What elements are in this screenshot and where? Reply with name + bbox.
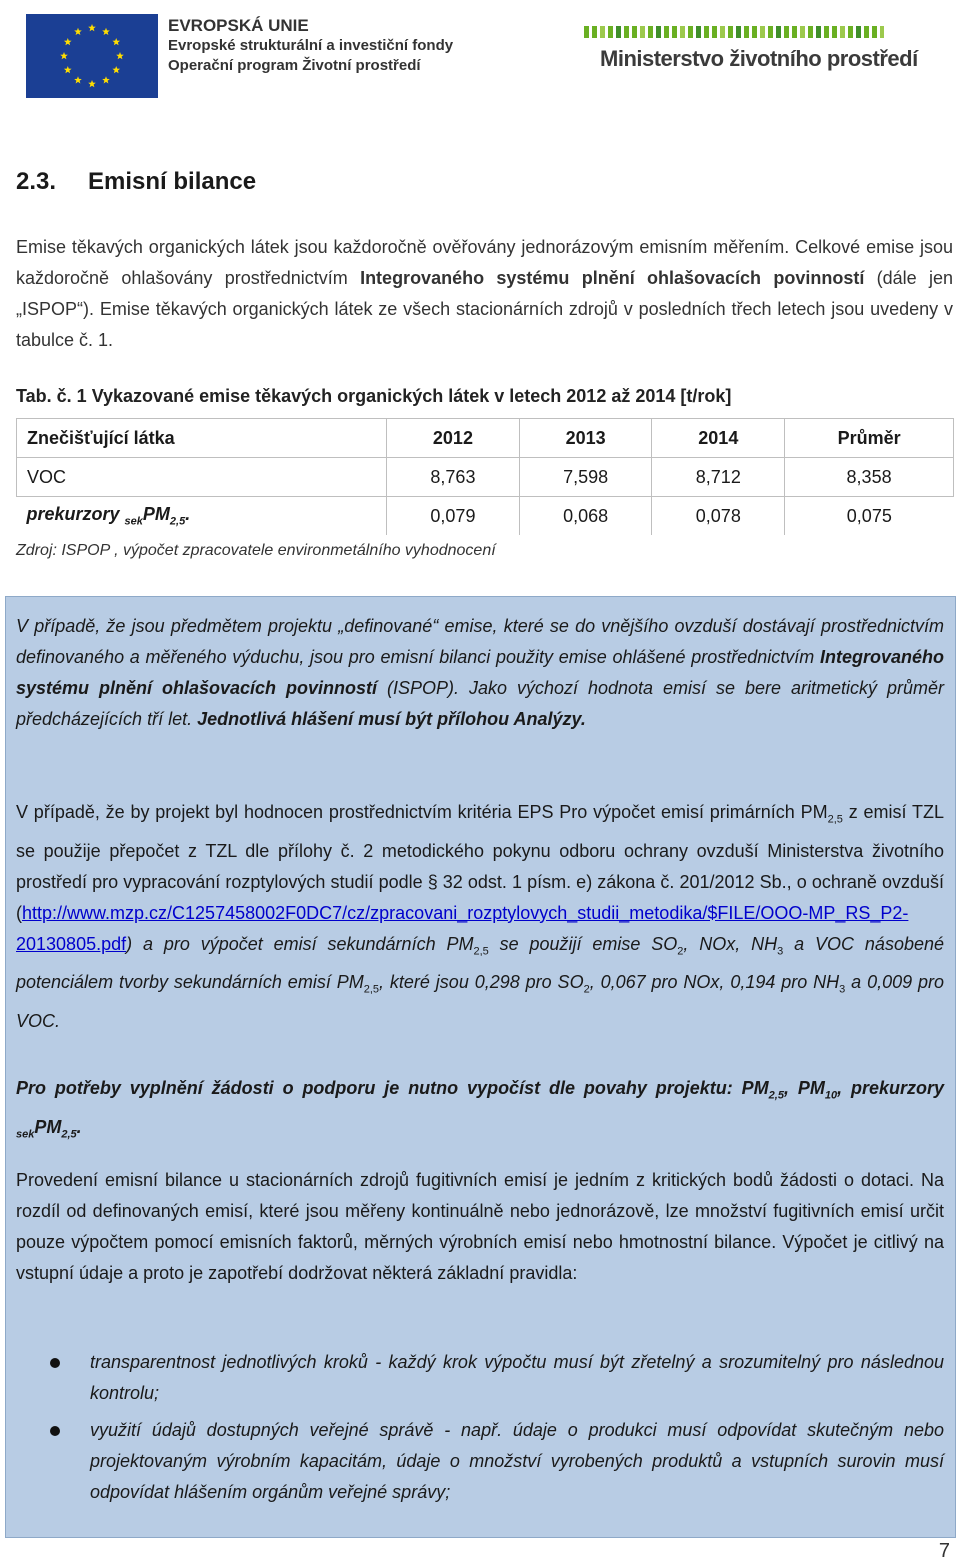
box-text: PM bbox=[34, 1116, 62, 1137]
row-label-sub: sek bbox=[124, 515, 143, 528]
col-header: Průměr bbox=[785, 419, 954, 458]
box-text: , PM bbox=[783, 1078, 825, 1098]
stripe-icon bbox=[584, 26, 589, 38]
stripe-icon bbox=[744, 26, 749, 38]
subscript: 3 bbox=[777, 945, 784, 958]
intro-text-1: Emise těkavých organických látek jsou každoročně ověřovány jednorázovým emisním měřením. Celkové emise jsou každoročně ohlašovány prostřednictvím bbox=[16, 237, 953, 288]
box-text: V případě, že jsou předmětem projektu „definované“ emise, které se do vnějšího ovzduší dostávají prostřednictvím definovaného a měřeného výduchu, jsou pro emisní bilanci použity emise ohlášené prostřednictvím bbox=[16, 616, 944, 667]
stripe-icon bbox=[648, 26, 653, 38]
stripe-icon bbox=[848, 26, 853, 38]
box-text: ) a pro výpočet emisí sekundárních PM bbox=[126, 933, 474, 954]
box-paragraph-3 bbox=[16, 1073, 944, 1150]
stripe-icon bbox=[864, 26, 869, 38]
box-text: , prekurzory bbox=[837, 1078, 944, 1098]
stripe-icon bbox=[624, 26, 629, 38]
eu-fund-line: Evropské strukturální a investiční fondy bbox=[168, 37, 454, 54]
stripe-icon bbox=[680, 26, 685, 38]
intro-bold: Integrovaného systému plnění ohlašovacích povinností bbox=[360, 268, 865, 288]
bullet-item-2: využití údajů dostupných veřejné správě - např. údaje o produkci musí odpovídat skutečným nebo projektovaným výrobním kapacitám, údaje o množství vyrobených produktů a vstupních surovin musí odpovídat hlášením orgánům veřejné správy; bbox=[90, 1420, 944, 1502]
stripe-icon bbox=[872, 26, 877, 38]
subscript: 2,5 bbox=[827, 813, 843, 826]
stripe-icon bbox=[664, 26, 669, 38]
intro-text-2: (dále jen „ISPOP“). Emise těkavých organických látek ze všech stacionárních zdrojů v posledních třech letech jsou uvedeny v tabulce č. 1. bbox=[16, 268, 953, 350]
box-bold: Integrovaného systému plnění ohlašovacích povinností bbox=[16, 647, 944, 698]
box-text: a 0,009 pro VOC. bbox=[16, 972, 945, 1031]
bullet-icon bbox=[50, 1358, 60, 1368]
table-cell: 7,598 bbox=[519, 458, 652, 497]
section-number: 2.3. bbox=[16, 168, 57, 195]
stripe-icon bbox=[712, 26, 717, 38]
stripe-icon bbox=[640, 26, 645, 38]
eu-flag-icon bbox=[26, 14, 158, 98]
stripe-icon bbox=[808, 26, 813, 38]
stripe-icon bbox=[752, 26, 757, 38]
page-header bbox=[0, 0, 960, 110]
col-header: Znečišťující látka bbox=[17, 419, 387, 458]
col-header: 2014 bbox=[652, 419, 785, 458]
subscript: 2 bbox=[583, 983, 590, 996]
stripe-icon bbox=[592, 26, 597, 38]
stripe-icon bbox=[784, 26, 789, 38]
box-text: Pro potřeby vyplnění žádosti o podporu je nutno vypočíst dle povahy projektu: PM bbox=[16, 1078, 769, 1098]
table-cell: 8,763 bbox=[387, 458, 520, 497]
col-header: 2013 bbox=[519, 419, 652, 458]
stripe-icon bbox=[768, 26, 773, 38]
table-cell: 8,358 bbox=[785, 458, 954, 497]
row-label-sub2: 2,5 bbox=[169, 515, 186, 528]
subscript: 10 bbox=[824, 1089, 838, 1102]
stripe-icon bbox=[704, 26, 709, 38]
table-cell: 0,075 bbox=[785, 497, 954, 536]
box-strong: Jednotlivá hlášení musí být přílohou Analýzy. bbox=[197, 709, 586, 729]
stripe-icon bbox=[720, 26, 725, 38]
stripe-icon bbox=[696, 26, 701, 38]
bullet-icon bbox=[50, 1426, 60, 1436]
table-row bbox=[17, 458, 954, 497]
ministry-stripes-icon bbox=[584, 26, 884, 38]
info-box bbox=[5, 596, 956, 1538]
box-text: , 0,067 pro NOx, 0,194 pro NH bbox=[589, 972, 840, 993]
stripe-icon bbox=[840, 26, 845, 38]
col-header: 2012 bbox=[387, 419, 520, 458]
table-row bbox=[17, 497, 954, 536]
table-cell: 0,079 bbox=[387, 497, 520, 536]
stripe-icon bbox=[600, 26, 605, 38]
ministry-logo bbox=[578, 20, 918, 90]
table-cell: 8,712 bbox=[652, 458, 785, 497]
box-text: , které jsou 0,298 pro SO bbox=[379, 972, 584, 993]
box-paragraph-2 bbox=[16, 797, 944, 1037]
table-header-row bbox=[17, 419, 954, 458]
subscript: 2,5 bbox=[768, 1089, 784, 1102]
emissions-table bbox=[16, 418, 954, 535]
subscript: sek bbox=[16, 1128, 35, 1141]
eu-title: EVROPSKÁ UNIE bbox=[168, 16, 309, 35]
subscript: 2,5 bbox=[363, 983, 380, 996]
stripe-icon bbox=[856, 26, 861, 38]
intro-paragraph bbox=[16, 232, 953, 356]
stripe-icon bbox=[616, 26, 621, 38]
methodology-link[interactable]: http://www.mzp.cz/C1257458002F0DC7/cz/zpracovani_rozptylovych_studii_metodika/$FILE/OOO-MP_RS_P2-20130805.pdf bbox=[16, 902, 909, 954]
stripe-icon bbox=[672, 26, 677, 38]
stripe-icon bbox=[792, 26, 797, 38]
stripe-icon bbox=[728, 26, 733, 38]
box-paragraph-4: Provedení emisní bilance u stacionárních zdrojů fugitivních emisí je jedním z kritických bodů žádosti o dotaci. Na rozdíl od definovaných emisí, které jsou měřeny kontinuálně nebo jednorázově, lze množství fugitivních emisí určit pouze výpočtem pomocí emisních faktorů, měrných výrobních emisí nebo hmotnostní bilance. Výpočet je citlivý na vstupní údaje a proto je zapotřebí dodržovat některá základní pravidla: bbox=[16, 1170, 944, 1283]
box-text: z emisí TZL se použije přepočet z TZL dle přílohy č. 2 metodického pokynu odboru ochrany ovzduší Ministerstva životního prostředí pro vypracování rozptylových studií podle § 32 odst. 1 písm. e) zákona č. 201/2012 Sb., o ochraně ovzduší ( bbox=[16, 802, 945, 923]
table-cell: 0,078 bbox=[652, 497, 785, 536]
eu-program-line: Operační program Životní prostředí bbox=[168, 57, 421, 74]
eu-logo-text bbox=[168, 16, 488, 76]
row-label-a: prekurzory bbox=[26, 504, 125, 525]
section-title bbox=[16, 168, 256, 196]
table-cell: 0,068 bbox=[519, 497, 652, 536]
subscript: 2,5 bbox=[473, 945, 489, 958]
box-text: (ISPOP). Jako výchozí hodnota emisí se bere aritmetický průměr předcházejících tří let. bbox=[16, 678, 944, 729]
subscript: 2,5 bbox=[61, 1128, 77, 1141]
box-text: a VOC násobené potenciálem tvorby sekundárních emisí PM bbox=[16, 933, 944, 993]
page-number: 7 bbox=[938, 1540, 950, 1562]
stripe-icon bbox=[824, 26, 829, 38]
bullet-item-1: transparentnost jednotlivých kroků - každý krok výpočtu musí být zřetelný a srozumitelný pro následnou kontrolu; bbox=[90, 1352, 944, 1403]
ministry-name: Ministerstvo životního prostředí bbox=[600, 46, 918, 71]
box-text: . bbox=[76, 1116, 82, 1137]
stripe-icon bbox=[608, 26, 613, 38]
stripe-icon bbox=[760, 26, 765, 38]
section-title-text: Emisní bilance bbox=[88, 168, 257, 195]
stripe-icon bbox=[736, 26, 741, 38]
box-paragraph-1 bbox=[16, 611, 944, 735]
table-source: Zdroj: ISPOP , výpočet zpracovatele environmetálního vyhodnocení bbox=[16, 542, 496, 559]
row-label-b: PM bbox=[142, 504, 170, 525]
stripe-icon bbox=[880, 26, 884, 38]
stripe-icon bbox=[688, 26, 693, 38]
stripe-icon bbox=[776, 26, 781, 38]
box-text: V případě, že by projekt byl hodnocen prostřednictvím kritéria EPS Pro výpočet emisí primárních PM bbox=[16, 802, 828, 822]
stripe-icon bbox=[632, 26, 637, 38]
box-text: , NOx, NH bbox=[683, 933, 778, 954]
table-caption: Tab. č. 1 Vykazované emise těkavých organických látek v letech 2012 až 2014 [t/rok] bbox=[16, 386, 732, 406]
stripe-icon bbox=[832, 26, 837, 38]
box-text: se použijí emise SO bbox=[488, 933, 678, 954]
stripe-icon bbox=[656, 26, 661, 38]
table-cell: VOC bbox=[17, 458, 387, 497]
stripe-icon bbox=[800, 26, 805, 38]
subscript: 3 bbox=[839, 983, 846, 996]
table-cell: prekurzory $_{sek}PM_{2,5}$. bbox=[17, 497, 387, 536]
subscript: 2 bbox=[677, 945, 684, 958]
stripe-icon bbox=[816, 26, 821, 38]
